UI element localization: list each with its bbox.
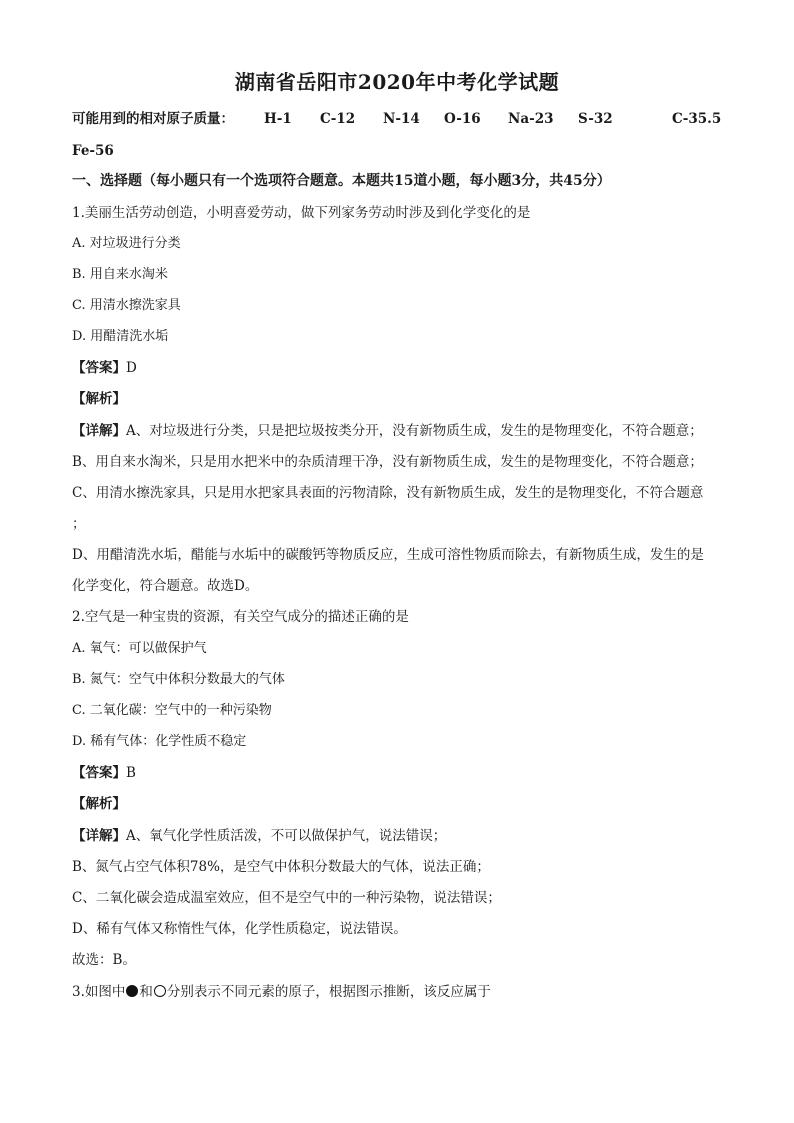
detail-tag: 【详解】 (72, 423, 126, 439)
answer-value: B (126, 765, 136, 781)
atomic-masses-line (72, 110, 722, 128)
question-1-detail-line: D、用醋清洗水垢，醋能与水垢中的碳酸钙等物质反应，生成可溶性物质而除去，有新物质生成，发生的是 (72, 547, 704, 563)
stem-text: 3.如图中 (72, 984, 126, 1000)
question-1-option-d: D. 用醋清洗水垢 (72, 329, 169, 344)
question-3-stem (72, 983, 491, 1001)
mass-item: N-14 (383, 111, 420, 127)
atomic-masses-label: 可能用到的相对原子质量： (72, 111, 234, 127)
question-1-detail-line: ； (72, 516, 86, 532)
stem-text: 分别表示不同元素的原子，根据图示推断，该反应属于 (166, 984, 491, 1000)
mass-item: O-16 (444, 111, 481, 127)
question-2-detail-line: D、稀有气体又称惰性气体，化学性质稳定，说法错误。 (72, 921, 407, 937)
detail-tag: 【详解】 (72, 828, 126, 844)
mass-item: H-1 (264, 111, 292, 127)
mass-item: C-12 (320, 111, 356, 127)
section-heading: 一、选择题（每小题只有一个选项符合题意。本题共15道小题，每小题3分，共45分） (72, 173, 611, 189)
question-1-analysis-tag (72, 390, 126, 408)
question-1-detail-line (72, 422, 703, 440)
question-2-conclusion: 故选：B。 (72, 952, 136, 968)
question-2-detail-line: B、氮气占空气体积78%，是空气中体积分数最大的气体，说法正确； (72, 859, 490, 875)
question-2-detail-line (72, 827, 446, 845)
question-1-option-b: B. 用自来水淘米 (72, 267, 168, 282)
analysis-tag: 【解析】 (72, 796, 126, 812)
question-1-option-a: A. 对垃圾进行分类 (72, 236, 181, 251)
question-2-option-d: D. 稀有气体：化学性质不稳定 (72, 734, 247, 749)
mass-item: S-32 (578, 111, 613, 127)
answer-value: D (126, 360, 137, 376)
question-1-detail-line: C、用清水擦洗家具，只是用水把家具表面的污物清除，没有新物质生成，发生的是物理变化，不符合题意 (72, 485, 704, 501)
question-2-analysis-tag (72, 795, 126, 813)
question-1-detail-line: 化学变化，符合题意。故选D。 (72, 578, 259, 594)
question-2-answer (72, 764, 136, 782)
question-1-option-c: C. 用清水擦洗家具 (72, 298, 181, 313)
analysis-tag: 【解析】 (72, 391, 126, 407)
page-title: 湖南省岳阳市2020年中考化学试题 (234, 70, 560, 94)
hollow-atom-icon (154, 985, 166, 997)
stem-text: 和 (139, 984, 153, 1000)
question-1-detail-line: B、用自来水淘米，只是用水把米中的杂质清理干净，没有新物质生成，发生的是物理变化，不符合题意； (72, 454, 703, 470)
question-2-stem: 2.空气是一种宝贵的资源，有关空气成分的描述正确的是 (72, 609, 409, 625)
question-2-option-b: B. 氮气：空气中体积分数最大的气体 (72, 672, 285, 687)
mass-item: C-35.5 (672, 111, 722, 127)
answer-tag: 【答案】 (72, 360, 126, 376)
question-2-option-c: C. 二氧化碳：空气中的一种污染物 (72, 703, 272, 718)
atomic-masses-wrap: Fe-56 (72, 143, 114, 159)
mass-item: Na-23 (508, 111, 554, 127)
filled-atom-icon (126, 985, 138, 997)
question-1-answer (72, 359, 137, 377)
question-1-stem: 1.美丽生活劳动创造，小明喜爱劳动，做下列家务劳动时涉及到化学变化的是 (72, 205, 531, 221)
detail-text: A、对垃圾进行分类，只是把垃圾按类分开，没有新物质生成，发生的是物理变化，不符合题意； (126, 423, 703, 439)
question-2-option-a: A. 氧气：可以做保护气 (72, 641, 207, 656)
answer-tag: 【答案】 (72, 765, 126, 781)
question-2-detail-line: C、二氧化碳会造成温室效应，但不是空气中的一种污染物，说法错误； (72, 890, 501, 906)
detail-text: A、氧气化学性质活泼，不可以做保护气，说法错误； (126, 828, 447, 844)
